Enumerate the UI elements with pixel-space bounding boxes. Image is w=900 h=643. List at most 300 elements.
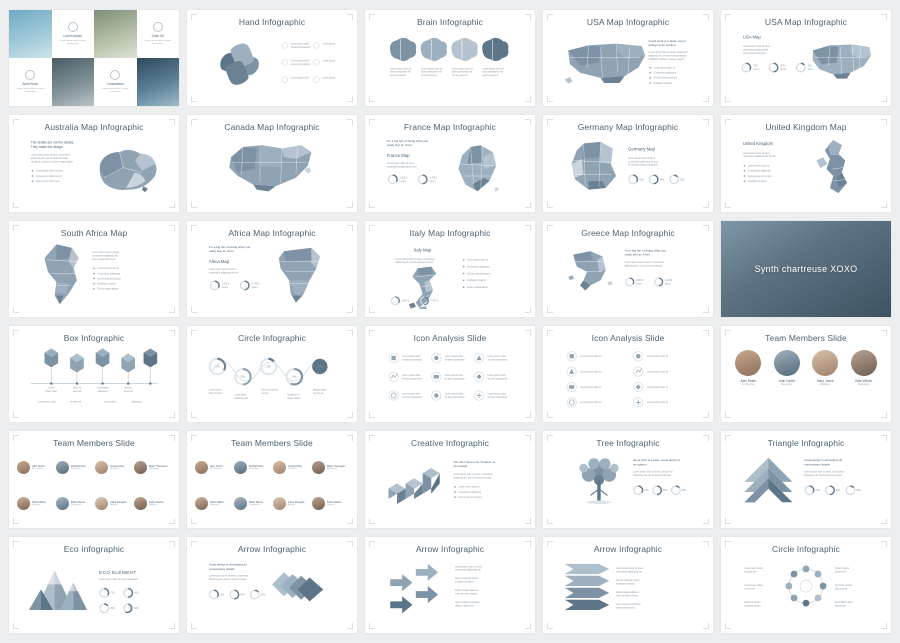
svg-text:incididunt labore: incididunt labore bbox=[744, 605, 761, 608]
svg-text:consectetur adipiscing elit.: consectetur adipiscing elit. bbox=[616, 571, 643, 574]
photo-cell bbox=[137, 58, 180, 106]
slide-subtitle: Germany Map bbox=[628, 146, 656, 152]
svg-text:consectetur adipiscing elit.: consectetur adipiscing elit. bbox=[455, 569, 482, 572]
text-cell bbox=[137, 10, 180, 58]
svg-text:Lorem ipsum: Lorem ipsum bbox=[322, 77, 336, 80]
team-card[interactable] bbox=[234, 486, 271, 519]
svg-text:Great design is eliminating al: Great design is eliminating all bbox=[804, 458, 843, 463]
svg-text:Lorem ipsum dolor sit: Lorem ipsum dolor sit bbox=[580, 371, 602, 374]
svg-text:Lorem ipsum dolor sit amet,: Lorem ipsum dolor sit amet, bbox=[628, 158, 656, 161]
svg-text:25%: 25% bbox=[856, 490, 861, 493]
slide-body bbox=[373, 30, 527, 98]
svg-text:Magna aliqua: Magna aliqua bbox=[312, 389, 327, 392]
svg-text:ullamco laboris nisi.: ullamco laboris nisi. bbox=[616, 606, 636, 609]
member-name: Alex Smith bbox=[740, 379, 756, 383]
svg-text:do eiusmod tempor incididunt.: do eiusmod tempor incididunt. bbox=[628, 165, 658, 168]
slide-body bbox=[729, 451, 883, 519]
svg-text:50%: 50% bbox=[134, 592, 139, 595]
cell-title: Lorem Ipsum bbox=[63, 34, 83, 39]
svg-text:consectetur adipiscing elit se: consectetur adipiscing elit sed do. bbox=[742, 156, 777, 159]
svg-text:adipiscing elit, sed do eiusmo: adipiscing elit, sed do eiusmod tempor bbox=[30, 158, 69, 161]
svg-text:Dolor sit: Dolor sit bbox=[72, 387, 81, 390]
team-card[interactable] bbox=[807, 350, 844, 386]
team-card[interactable] bbox=[195, 486, 232, 519]
slide-usa-map-2[interactable] bbox=[721, 10, 891, 106]
svg-text:unnecessary details.: unnecessary details. bbox=[208, 566, 236, 571]
slide-body bbox=[551, 451, 705, 519]
decor-circle bbox=[153, 22, 163, 32]
svg-text:Lorem ipsum dolor sit: Lorem ipsum dolor sit bbox=[97, 267, 119, 270]
slide-title: United Kingdom Map bbox=[765, 122, 847, 133]
svg-text:25%: 25% bbox=[681, 490, 687, 493]
svg-text:sit amet consectetur: sit amet consectetur bbox=[402, 378, 423, 381]
team-card[interactable] bbox=[312, 486, 349, 519]
slide-title: Australia Map Infographic bbox=[44, 122, 144, 133]
slide-body bbox=[195, 557, 349, 625]
svg-text:sit amet consectetur: sit amet consectetur bbox=[444, 378, 465, 381]
svg-text:sed do eiusmod: sed do eiusmod bbox=[420, 75, 437, 78]
member-name: Mark Thompson bbox=[149, 465, 168, 469]
svg-text:Incididunt ut labore: Incididunt ut labore bbox=[747, 181, 767, 184]
svg-text:dolor sit amet: dolor sit amet bbox=[208, 392, 223, 395]
svg-text:Sed do eiusmod tempor: Sed do eiusmod tempor bbox=[747, 176, 772, 179]
svg-text:Good work is a taste. Good: Good work is a taste. Good bbox=[648, 38, 686, 43]
member-role: Developer bbox=[71, 468, 81, 471]
svg-text:Lorem ipsum dolor sit amet, co: Lorem ipsum dolor sit amet, consectetur bbox=[648, 52, 688, 55]
svg-text:consectetur adipiscing elit,: consectetur adipiscing elit, bbox=[92, 255, 119, 258]
avatar bbox=[17, 497, 30, 510]
svg-text:Lorem ipsum dolor sit: Lorem ipsum dolor sit bbox=[646, 402, 669, 405]
slide-title: Hand Infographic bbox=[238, 17, 306, 27]
slide-icon-analysis-2[interactable] bbox=[543, 326, 713, 422]
avatar bbox=[195, 461, 208, 474]
svg-text:adipiscing elit, sed do eiusmo: adipiscing elit, sed do eiusmod tempor. bbox=[624, 265, 663, 268]
svg-text:sit amet consectetur: sit amet consectetur bbox=[487, 397, 508, 400]
slide-south-africa-map[interactable] bbox=[9, 221, 179, 317]
svg-text:2.000 $: 2.000 $ bbox=[635, 279, 644, 282]
team-card[interactable] bbox=[768, 350, 805, 386]
svg-text:sit amet consectetur: sit amet consectetur bbox=[444, 359, 465, 362]
svg-text:Lorem ipsum dolor sit: Lorem ipsum dolor sit bbox=[580, 356, 602, 359]
photo-grid bbox=[9, 10, 179, 106]
text-cell bbox=[94, 58, 137, 106]
member-role: Manager bbox=[32, 503, 41, 506]
slide-body bbox=[729, 30, 883, 98]
svg-text:Lorem ipsum dolor sit: Lorem ipsum dolor sit bbox=[482, 68, 504, 71]
svg-text:Lorem: Lorem bbox=[48, 387, 55, 390]
slide-body bbox=[195, 346, 349, 414]
slide-body bbox=[551, 135, 705, 203]
svg-text:Lorem ipsum dolor sit: Lorem ipsum dolor sit bbox=[390, 68, 412, 71]
svg-text:adipiscing elit, sed do eiusmo: adipiscing elit, sed do eiusmod tempor bbox=[648, 55, 687, 58]
member-name: Richard Roe bbox=[71, 465, 86, 469]
slide-subtitle: Africa Map bbox=[208, 258, 230, 264]
slide-subtitle: France Map bbox=[386, 153, 410, 159]
svg-text:Incididunt ut: Incididunt ut bbox=[287, 394, 300, 397]
svg-text:incididunt ut labore.: incididunt ut labore. bbox=[616, 582, 636, 585]
slide-body bbox=[17, 451, 171, 519]
slide-title: Africa Map Infographic bbox=[228, 227, 316, 238]
member-name: Jessica Day bbox=[288, 465, 302, 469]
svg-text:enim ad minim veniam.: enim ad minim veniam. bbox=[616, 594, 639, 597]
slide-title: Tree Infographic bbox=[596, 438, 660, 449]
slide-title: Arrow Infographic bbox=[237, 543, 307, 554]
avatar bbox=[812, 350, 838, 376]
member-name: Jessica Day bbox=[110, 465, 124, 469]
slide-triangle-infographic[interactable] bbox=[721, 431, 891, 527]
team-card[interactable] bbox=[95, 451, 132, 484]
slide-uk-map[interactable] bbox=[721, 115, 891, 211]
svg-text:Lorem ipsum dolor: Lorem ipsum dolor bbox=[290, 43, 310, 46]
team-card[interactable] bbox=[95, 486, 132, 519]
slide-title: Eco Infographic bbox=[63, 543, 125, 554]
slide-subtitle: United Kingdom bbox=[742, 141, 774, 147]
cover-overlay bbox=[721, 221, 891, 317]
member-role: Copywriter bbox=[249, 503, 260, 506]
member-name: Richard Roe bbox=[249, 465, 264, 469]
svg-text:50%: 50% bbox=[663, 490, 668, 493]
slide-africa-map[interactable] bbox=[187, 221, 357, 317]
svg-text:50%: 50% bbox=[780, 65, 785, 68]
svg-text:75%: 75% bbox=[110, 592, 115, 595]
slide-usa-map-infographic[interactable] bbox=[543, 10, 713, 106]
slide-body bbox=[373, 241, 527, 309]
slide-body bbox=[373, 135, 527, 203]
svg-text:50%: 50% bbox=[240, 594, 245, 597]
svg-text:eiusmod: eiusmod bbox=[123, 391, 133, 394]
svg-text:3.478 $: 3.478 $ bbox=[664, 279, 673, 282]
member-name: Mark Thompson bbox=[327, 465, 346, 469]
cell-title: Consectetur bbox=[106, 82, 124, 87]
svg-text:Lorem ipsum dolor: Lorem ipsum dolor bbox=[744, 567, 763, 570]
svg-text:Lorem ipsum dolor sit amet, co: Lorem ipsum dolor sit amet, consectetur bbox=[30, 154, 71, 157]
slide-body bbox=[729, 557, 883, 625]
slide-arrow-infographic-1[interactable] bbox=[187, 537, 357, 633]
member-name: Clare Douglas bbox=[288, 500, 305, 504]
slide-team-members-3[interactable] bbox=[187, 431, 357, 527]
svg-text:consectetur: consectetur bbox=[104, 401, 116, 404]
team-card[interactable] bbox=[195, 451, 232, 484]
svg-text:25%: 25% bbox=[266, 366, 271, 369]
svg-text:Lorem ipsum dolor: Lorem ipsum dolor bbox=[487, 393, 506, 396]
svg-text:adipiscing: adipiscing bbox=[131, 401, 142, 404]
svg-text:labore dolore: labore dolore bbox=[287, 397, 301, 400]
svg-text:2.000 $: 2.000 $ bbox=[399, 177, 408, 180]
avatar bbox=[774, 350, 800, 376]
slide-title: Icon Analysis Slide bbox=[591, 333, 665, 343]
slide-arrow-infographic-2[interactable] bbox=[365, 537, 535, 633]
member-name: Alex Smith bbox=[210, 465, 223, 469]
slide-circle-infographic-2[interactable] bbox=[721, 537, 891, 633]
svg-text:amet consectetur elit: amet consectetur elit bbox=[451, 71, 473, 74]
svg-text:Lorem ipsum dolor sit: Lorem ipsum dolor sit bbox=[580, 402, 602, 405]
team-card[interactable] bbox=[312, 451, 349, 484]
slide-arrow-infographic-3[interactable] bbox=[543, 537, 713, 633]
svg-text:design is an opinion.: design is an opinion. bbox=[648, 43, 677, 48]
avatar bbox=[195, 497, 208, 510]
cell-title: Amet Nunc bbox=[22, 82, 39, 87]
svg-text:Lorem ipsum dolor: Lorem ipsum dolor bbox=[487, 374, 506, 377]
slide-circle-infographic[interactable] bbox=[187, 326, 357, 422]
photo-cell bbox=[9, 10, 52, 58]
svg-text:incididunt ut labore et dolore: incididunt ut labore et dolore magna. bbox=[648, 58, 685, 61]
svg-text:50%: 50% bbox=[659, 179, 665, 182]
slide-subtitle: USA Map bbox=[742, 34, 761, 40]
svg-text:really feel at. A bet.: really feel at. A bet. bbox=[386, 143, 413, 148]
svg-text:Dolore magna aliqua ut: Dolore magna aliqua ut bbox=[455, 589, 479, 592]
svg-text:adipiscing elit, sed do eiusmo: adipiscing elit, sed do eiusmod tempor. bbox=[208, 578, 248, 581]
team-card[interactable] bbox=[730, 350, 767, 386]
avatar bbox=[851, 350, 877, 376]
svg-text:consectetur adipiscing elit se: consectetur adipiscing elit sed bbox=[628, 161, 658, 164]
svg-text:Lorem ipsum dolor sit amet: Lorem ipsum dolor sit amet bbox=[35, 171, 63, 174]
cell-desc: Lorem ipsum dolor sit amet consectetur bbox=[59, 40, 86, 46]
svg-text:Lorem ipsum dolor sit: Lorem ipsum dolor sit bbox=[580, 386, 602, 389]
slide-title: South Africa Map bbox=[60, 227, 128, 238]
svg-text:Lorem ipsum dolor: Lorem ipsum dolor bbox=[444, 393, 464, 396]
avatar bbox=[735, 350, 761, 376]
svg-text:Ipsum: Ipsum bbox=[251, 286, 258, 289]
svg-text:Eiusmod tempor: Eiusmod tempor bbox=[744, 601, 761, 604]
decor-circle bbox=[68, 22, 78, 32]
svg-text:Dolore magna: Dolore magna bbox=[835, 567, 849, 570]
svg-text:Consectetur: Consectetur bbox=[234, 394, 247, 397]
member-role: Marketing bbox=[858, 383, 870, 386]
svg-text:really feel at. A bet.: really feel at. A bet. bbox=[208, 248, 235, 253]
slide-australia-map[interactable] bbox=[9, 115, 179, 211]
svg-text:Great design is eliminating al: Great design is eliminating all bbox=[208, 562, 247, 567]
svg-text:sit amet consectetur: sit amet consectetur bbox=[290, 64, 311, 67]
svg-text:You don't here to be "creative: You don't here to be "creative" to bbox=[453, 460, 496, 465]
svg-text:ipsum dolor: ipsum dolor bbox=[45, 391, 58, 394]
svg-text:25%: 25% bbox=[680, 179, 685, 182]
photo-cell bbox=[52, 58, 95, 106]
member-role: Developer bbox=[780, 383, 793, 386]
avatar bbox=[234, 461, 247, 474]
team-card[interactable] bbox=[273, 451, 310, 484]
svg-text:Dolore magna aliqua: Dolore magna aliqua bbox=[97, 288, 118, 291]
slide-team-members-1[interactable] bbox=[721, 326, 891, 422]
svg-text:adipiscing elit, sed do eiusmo: adipiscing elit, sed do eiusmod tempor. bbox=[453, 477, 492, 480]
svg-text:sit amet elit: sit amet elit bbox=[70, 401, 82, 404]
svg-text:Dolor: Dolor bbox=[807, 69, 814, 72]
member-name: John Carter bbox=[778, 379, 796, 383]
member-role: Analyst bbox=[288, 503, 296, 506]
slide-title: Icon Analysis Slide bbox=[413, 333, 487, 343]
slide-body bbox=[195, 451, 349, 519]
team-card[interactable] bbox=[56, 486, 93, 519]
svg-text:Lorem ipsum dolor sit amet, co: Lorem ipsum dolor sit amet, consectetur bbox=[624, 261, 665, 264]
slide-tree-infographic[interactable] bbox=[543, 431, 713, 527]
svg-text:Lorem ipsum dolor: Lorem ipsum dolor bbox=[402, 356, 421, 359]
svg-text:tempor: tempor bbox=[261, 392, 269, 395]
team-card[interactable] bbox=[17, 451, 54, 484]
team-card[interactable] bbox=[273, 486, 310, 519]
svg-text:Lorem ipsum dolor sit: Lorem ipsum dolor sit bbox=[467, 259, 489, 262]
svg-text:75%: 75% bbox=[815, 490, 820, 493]
svg-text:elit sed do: elit sed do bbox=[744, 588, 755, 591]
avatar bbox=[134, 497, 147, 510]
member-name: Brian Moore bbox=[71, 500, 86, 504]
svg-text:Lorem ipsum dolor: Lorem ipsum dolor bbox=[37, 401, 57, 404]
avatar bbox=[17, 461, 30, 474]
slide-germany-map[interactable] bbox=[543, 115, 713, 211]
svg-text:quis nostrud: quis nostrud bbox=[835, 588, 848, 591]
slide-body bbox=[17, 135, 171, 203]
team-card[interactable] bbox=[845, 350, 882, 386]
svg-text:Lorem ipsum dolor sit amet,: Lorem ipsum dolor sit amet, bbox=[742, 153, 771, 156]
avatar bbox=[56, 461, 69, 474]
svg-text:Quis nostrud exercitation: Quis nostrud exercitation bbox=[455, 601, 480, 604]
svg-text:Consectetur adipiscing elit: Consectetur adipiscing elit bbox=[35, 176, 62, 179]
member-name: Clare Douglas bbox=[110, 500, 127, 504]
slide-creative-infographic[interactable] bbox=[365, 431, 535, 527]
svg-text:Lorem ipsum dolor: Lorem ipsum dolor bbox=[444, 374, 464, 377]
svg-text:sed do eiusmod: sed do eiusmod bbox=[482, 75, 499, 78]
slide-title: France Map Infographic bbox=[404, 122, 496, 133]
svg-text:Lorem ipsum dolor sit amet,: Lorem ipsum dolor sit amet, bbox=[742, 46, 771, 49]
svg-text:Sed do eiusmod tempor: Sed do eiusmod tempor bbox=[467, 272, 491, 275]
member-name: Kate Wilson bbox=[855, 379, 873, 383]
team-card[interactable] bbox=[56, 451, 93, 484]
slide-subtitle: ECO ELEMENT bbox=[99, 569, 137, 575]
svg-text:sit amet consectetur: sit amet consectetur bbox=[444, 397, 465, 400]
svg-text:sed do eiusmod: sed do eiusmod bbox=[390, 75, 406, 78]
svg-text:sit amet elit: sit amet elit bbox=[744, 571, 756, 574]
avatar bbox=[273, 497, 286, 510]
slide-body bbox=[551, 346, 705, 414]
slide-hand-infographic[interactable] bbox=[187, 10, 357, 106]
svg-text:consectetur adipiscing elit se: consectetur adipiscing elit sed. bbox=[208, 272, 240, 275]
slide-subtitle: Italy Map bbox=[414, 246, 432, 252]
svg-text:Lorem ipsum: Lorem ipsum bbox=[322, 60, 336, 63]
svg-text:Lorem ipsum dolor: Lorem ipsum dolor bbox=[402, 374, 421, 377]
svg-text:Lorem ipsum dolor sit amet, co: Lorem ipsum dolor sit amet, consectetur bbox=[804, 471, 844, 474]
slide-title: Team Members Slide bbox=[765, 333, 847, 343]
svg-text:Lorem ipsum dolor sit amet,: Lorem ipsum dolor sit amet, bbox=[616, 567, 644, 570]
svg-text:Lorem ipsum dolor sit amet con: Lorem ipsum dolor sit amet consectetur bbox=[99, 578, 138, 581]
member-role: Support bbox=[149, 503, 157, 506]
svg-text:incididunt ut labore et dolore: incididunt ut labore et dolore magna aliqua. bbox=[30, 161, 74, 164]
svg-text:I'm a big fan of doing what yo: I'm a big fan of doing what you bbox=[624, 247, 667, 252]
slide-title: Creative Infographic bbox=[410, 438, 490, 449]
svg-text:Lorem ipsum dolor sit: Lorem ipsum dolor sit bbox=[420, 68, 443, 71]
member-role: Marketing bbox=[327, 468, 337, 471]
svg-text:Lorem ipsum dolor: Lorem ipsum dolor bbox=[290, 77, 310, 80]
cell-title: Dolor Sit bbox=[151, 34, 164, 39]
avatar bbox=[273, 461, 286, 474]
team-card[interactable] bbox=[134, 486, 171, 519]
svg-text:Consectetur adipis: Consectetur adipis bbox=[744, 584, 763, 587]
svg-text:Consectetur adipiscing: Consectetur adipiscing bbox=[458, 492, 481, 495]
svg-text:Ipsum: Ipsum bbox=[780, 69, 787, 72]
svg-text:ullamco laboris nisi.: ullamco laboris nisi. bbox=[455, 605, 475, 608]
svg-text:Quis nostrud exercitation: Quis nostrud exercitation bbox=[616, 603, 641, 606]
svg-text:25%: 25% bbox=[110, 607, 115, 610]
slide-title: Arrow Infographic bbox=[415, 543, 485, 554]
svg-text:25%: 25% bbox=[807, 65, 813, 68]
slide-body bbox=[17, 346, 171, 414]
svg-text:Consectetur adipiscing: Consectetur adipiscing bbox=[467, 266, 490, 269]
slide-italy-map[interactable] bbox=[365, 221, 535, 317]
slide-title: Arrow Infographic bbox=[593, 543, 663, 554]
svg-text:Ipsum: Ipsum bbox=[429, 181, 436, 184]
slide-cover-photo[interactable] bbox=[721, 221, 891, 317]
svg-text:aliqua enim: aliqua enim bbox=[835, 571, 847, 574]
team-card[interactable] bbox=[134, 451, 171, 484]
member-role: Art Director bbox=[210, 468, 222, 471]
svg-text:adipiscing elit: adipiscing elit bbox=[234, 397, 248, 400]
decor-circle bbox=[110, 70, 120, 80]
svg-text:Sed do eiusmod tempor: Sed do eiusmod tempor bbox=[653, 77, 678, 80]
svg-text:sit amet consectetur: sit amet consectetur bbox=[290, 46, 311, 49]
svg-text:adipiscing elit, sed do eiusmo: adipiscing elit, sed do eiusmod tempor. bbox=[633, 475, 672, 478]
slide-title: Team Members Slide bbox=[231, 438, 313, 449]
slide-canada-map[interactable] bbox=[187, 115, 357, 211]
member-role: Manager bbox=[210, 503, 219, 506]
slide-brain-infographic[interactable] bbox=[365, 10, 535, 106]
text-cell bbox=[52, 10, 95, 58]
svg-text:Consectetur: Consectetur bbox=[96, 387, 109, 390]
svg-text:Incididunt ut labore: Incididunt ut labore bbox=[97, 283, 117, 286]
slide-grid bbox=[9, 10, 891, 633]
svg-text:sit amet consectetur: sit amet consectetur bbox=[487, 378, 508, 381]
svg-text:3.478 $: 3.478 $ bbox=[251, 283, 259, 286]
slide-france-map[interactable] bbox=[365, 115, 535, 211]
svg-text:Lorem ipsum dolor: Lorem ipsum dolor bbox=[402, 393, 421, 396]
slide-body bbox=[729, 346, 883, 414]
slide-photo-mosaic[interactable] bbox=[9, 10, 179, 106]
member-role: Art Director bbox=[32, 468, 44, 471]
slide-body bbox=[195, 30, 349, 98]
member-name: Mary Jones bbox=[817, 379, 834, 383]
team-card[interactable] bbox=[17, 486, 54, 519]
slide-title: Greece Map Infographic bbox=[581, 227, 675, 238]
avatar bbox=[95, 461, 108, 474]
svg-text:Consectetur adipiscing: Consectetur adipiscing bbox=[97, 272, 120, 275]
slide-body bbox=[729, 135, 883, 203]
avatar bbox=[312, 461, 325, 474]
svg-text:Consectetur adipiscing: Consectetur adipiscing bbox=[747, 171, 771, 174]
slide-title: USA Map Infographic bbox=[586, 17, 670, 27]
svg-text:Lorem ipsum dolor sit: Lorem ipsum dolor sit bbox=[646, 386, 669, 389]
cover-title: Synth chartreuse XOXO bbox=[754, 263, 858, 274]
svg-text:amet elit: amet elit bbox=[72, 391, 82, 394]
svg-text:sit amet consectetur: sit amet consectetur bbox=[402, 359, 423, 362]
svg-text:enim ad minim veniam.: enim ad minim veniam. bbox=[455, 593, 478, 596]
team-card[interactable] bbox=[234, 451, 271, 484]
slide-box-infographic[interactable] bbox=[9, 326, 179, 422]
svg-text:Sed do: Sed do bbox=[124, 387, 132, 390]
svg-text:sit amet consectetur: sit amet consectetur bbox=[487, 359, 508, 362]
slide-title: Box Infographic bbox=[63, 333, 125, 343]
slide-team-members-2[interactable] bbox=[9, 431, 179, 527]
avatar bbox=[312, 497, 325, 510]
slide-body bbox=[551, 30, 705, 98]
svg-text:Lorem ipsum dolor sit amet,: Lorem ipsum dolor sit amet, bbox=[92, 251, 120, 254]
avatar bbox=[95, 497, 108, 510]
slide-body bbox=[17, 241, 171, 309]
svg-text:2.000 $: 2.000 $ bbox=[401, 300, 409, 303]
svg-text:sed do eiusmod: sed do eiusmod bbox=[451, 75, 468, 78]
svg-text:Ipsum: Ipsum bbox=[664, 283, 671, 286]
member-role: Support bbox=[327, 503, 335, 506]
svg-text:75%: 75% bbox=[644, 490, 649, 493]
slide-icon-analysis-1[interactable] bbox=[365, 326, 535, 422]
slide-body bbox=[195, 241, 349, 309]
slide-eco-infographic[interactable] bbox=[9, 537, 179, 633]
slide-greece-map[interactable] bbox=[543, 221, 713, 317]
